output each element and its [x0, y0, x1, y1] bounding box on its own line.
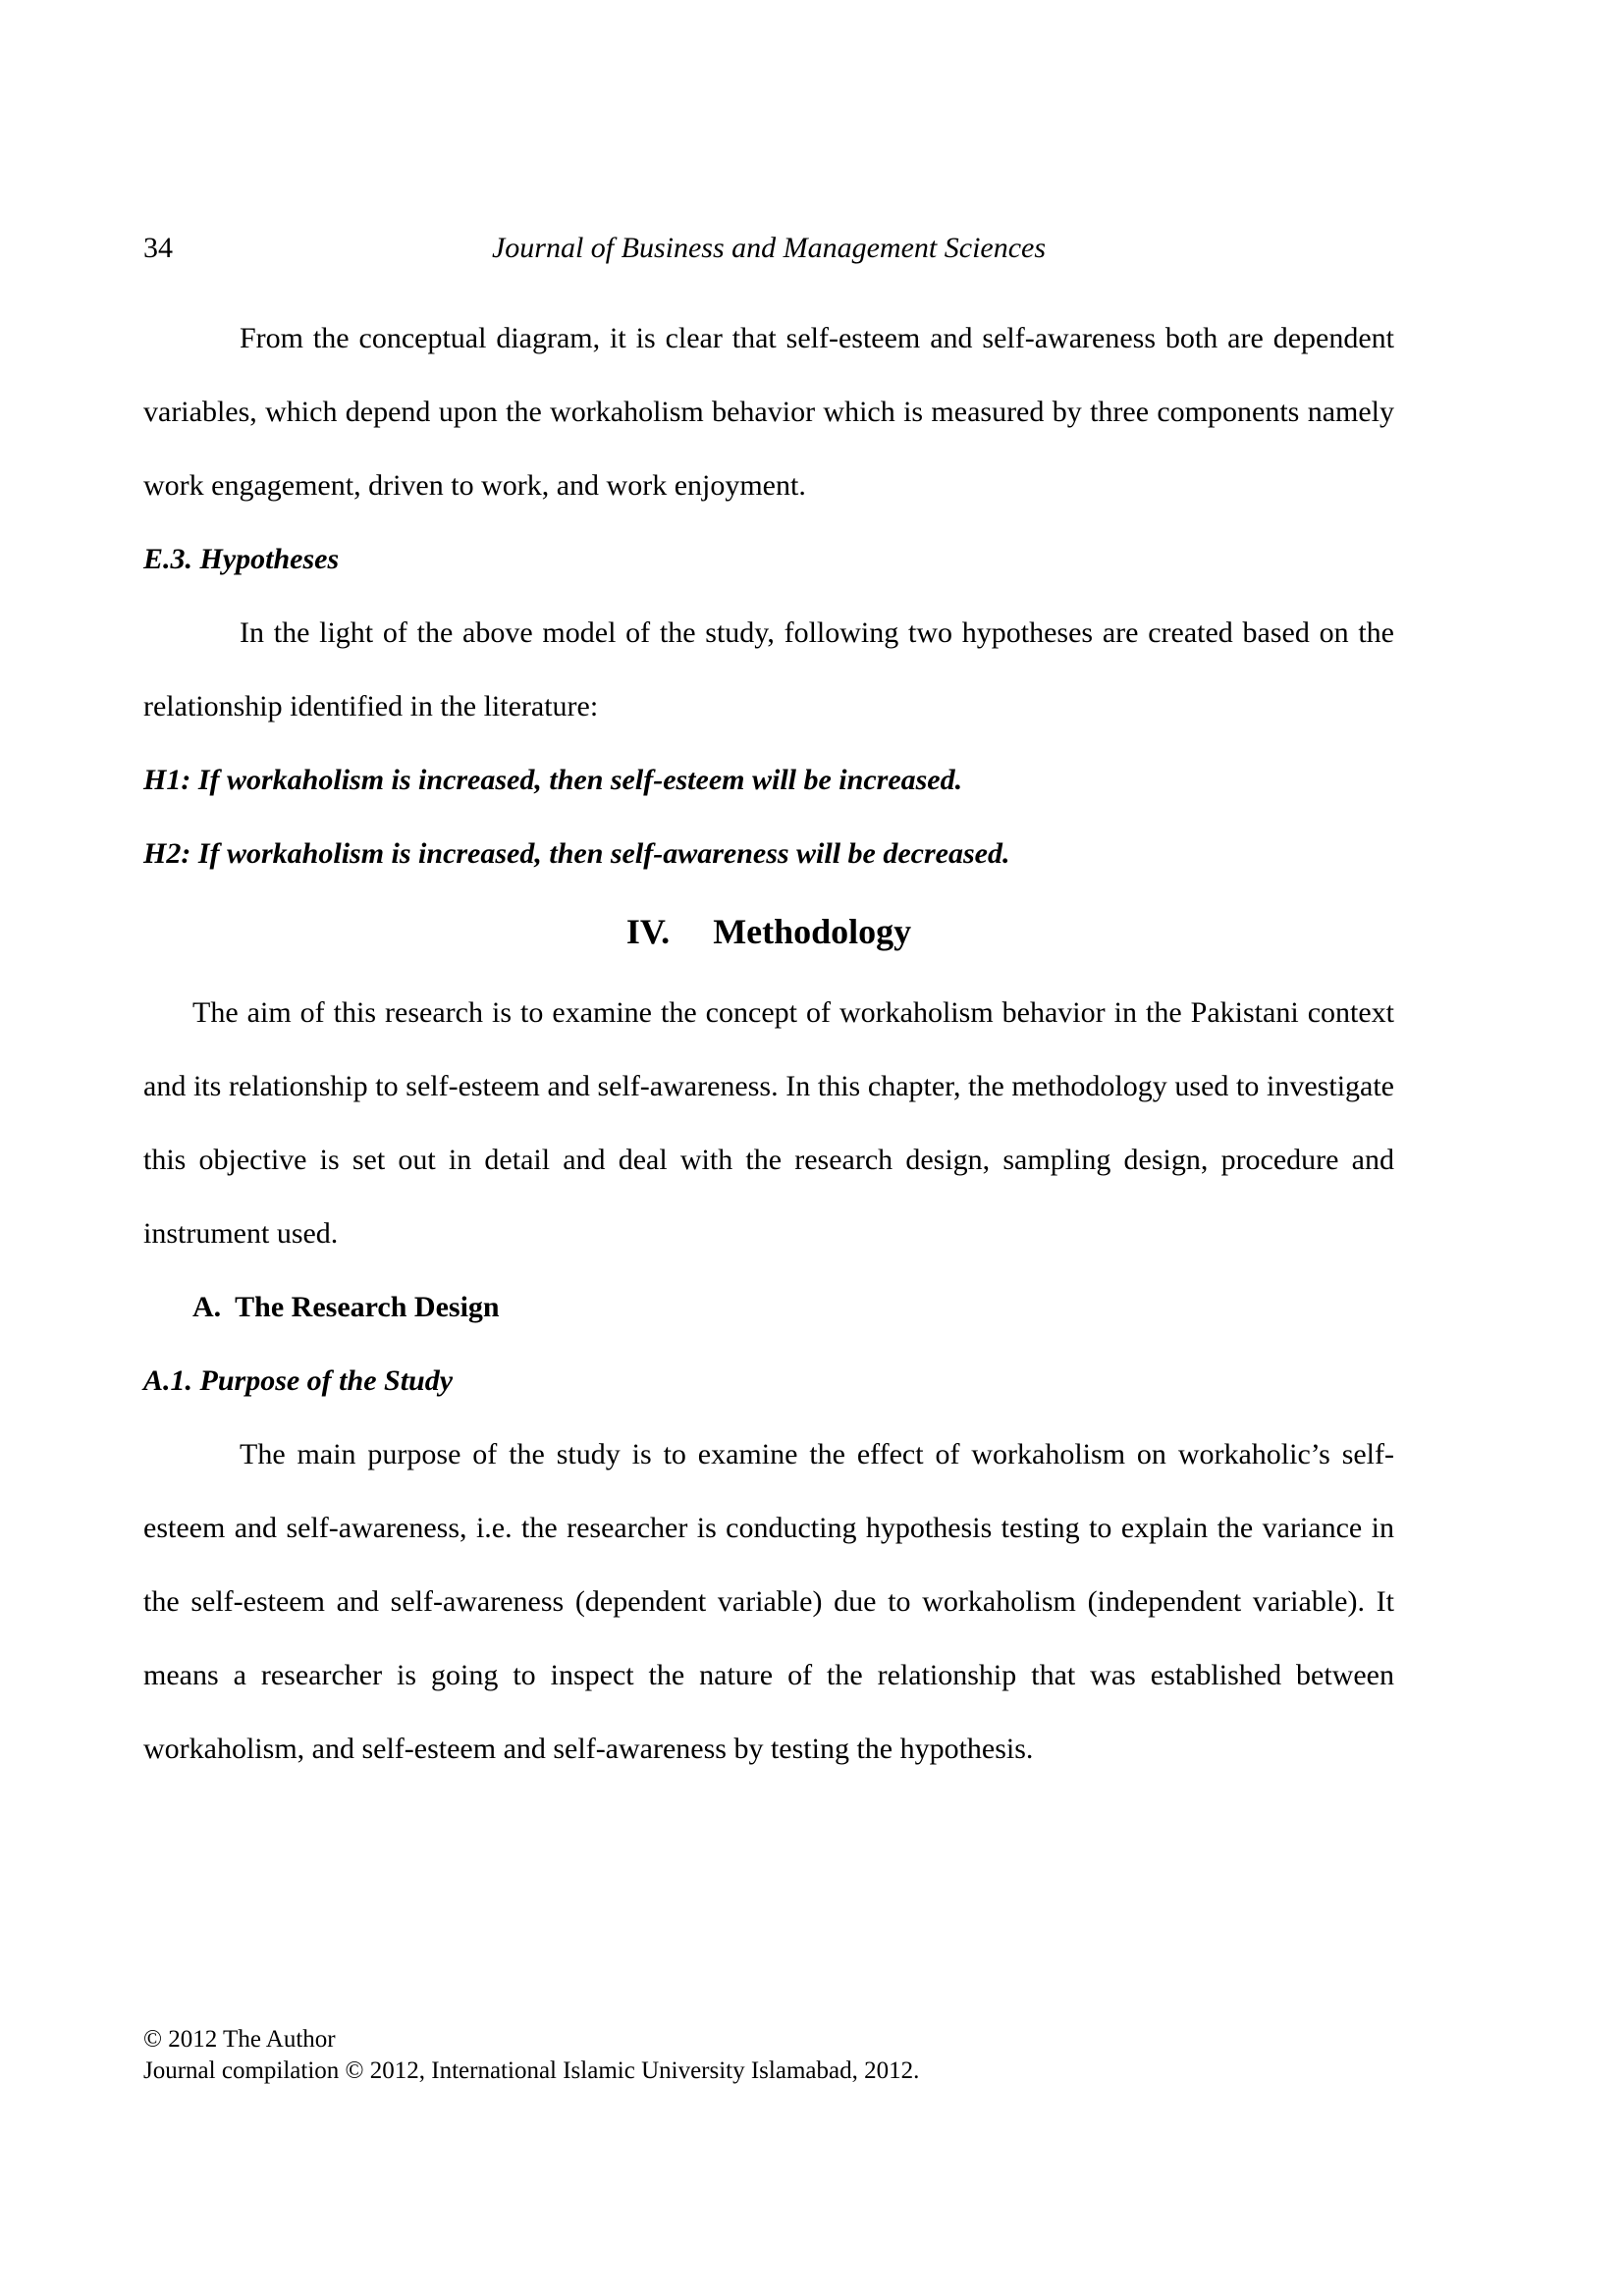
footer-compilation: Journal compilation © 2012, International Islamic University Islamabad, 2012.	[143, 2057, 920, 2084]
page-footer	[143, 2024, 919, 2087]
hypothesis-2: H2: If workaholism is increased, then self-awareness will be decreased.	[143, 837, 1010, 870]
subsection-letter: A.	[192, 1291, 222, 1323]
running-head	[143, 232, 1394, 275]
journal-title: Journal of Business and Management Sciences	[491, 232, 1047, 264]
heading-hypotheses: E.3. Hypotheses	[143, 543, 340, 575]
paragraph-purpose: The main purpose of the study is to examine the effect of workaholism on workaholic’s self-esteem and self-awareness, i.e. the researcher is conducting hypothesis testing to explain the variance in the self-esteem and self-awareness (dependent variable) due to workaholism (independent variable). It means a researcher is going to inspect the nature of the relationship that was established between workaholism, and self-esteem and self-awareness by testing the hypothesis.	[143, 1438, 1394, 1765]
subsection-heading-research-design	[143, 1270, 1394, 1344]
section-number: IV.	[625, 912, 671, 951]
footer-copyright: © 2012 The Author	[143, 2026, 336, 2053]
heading-purpose-of-study: A.1. Purpose of the Study	[143, 1364, 454, 1397]
paragraph-conceptual-diagram: From the conceptual diagram, it is clear that self-esteem and self-awareness both are dependent variables, which depend upon the workaholism behavior which is measured by three components namely work engagement, driven to work, and work enjoyment.	[143, 322, 1394, 502]
paragraph-hypotheses-intro: In the light of the above model of the study, following two hypotheses are created based on the relationship identified in the literature:	[143, 616, 1394, 722]
paragraph-methodology: The aim of this research is to examine the concept of workaholism behavior in the Pakistani context and its relationship to self-esteem and self-awareness. In this chapter, the methodology used to investigate this objective is set out in detail and deal with the research design, sampling design, procedure and instrument used.	[143, 996, 1394, 1250]
section-heading-methodology	[143, 893, 1394, 970]
subsection-title: The Research Design	[235, 1291, 500, 1323]
hypothesis-1: H1: If workaholism is increased, then self-esteem will be increased.	[143, 764, 963, 796]
section-title: Methodology	[713, 912, 912, 951]
page-number: 34	[143, 232, 173, 264]
body-text	[143, 301, 1394, 1786]
